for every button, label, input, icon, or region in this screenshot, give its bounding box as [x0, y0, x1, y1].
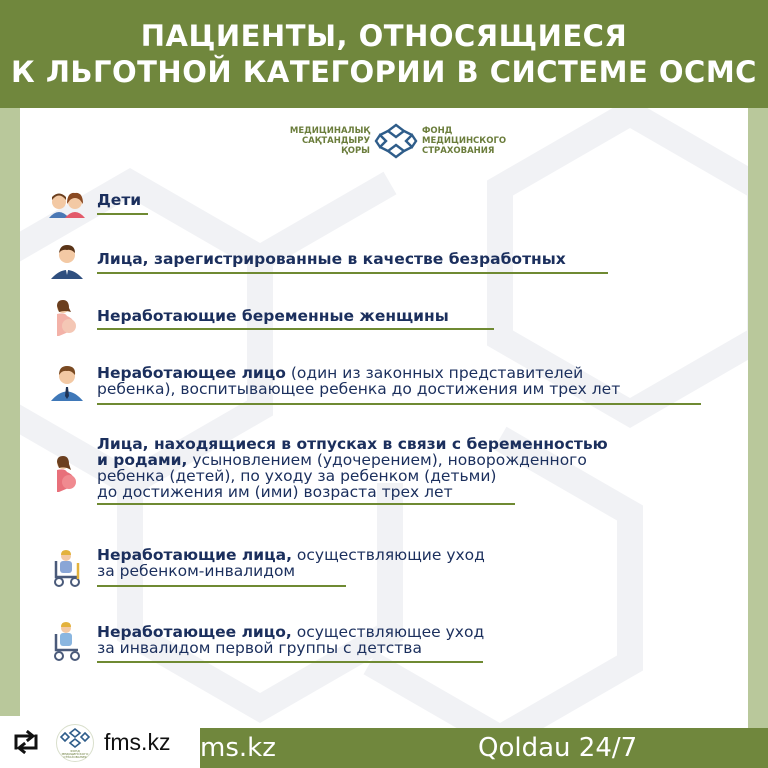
item-7-line-2-rest: за инвалидом первой группы с детства	[97, 639, 422, 657]
item-3-bold: Неработающие беременные женщины	[97, 307, 449, 325]
logo-ru-line-3: СТРАХОВАНИЯ	[422, 146, 495, 156]
item-2-bold: Лица, зарегистрированные в качестве безработных	[97, 250, 566, 268]
account-avatar[interactable]	[56, 724, 94, 762]
item-5-line-2-bold: и родами,	[97, 451, 188, 469]
item-5-line-4-rest: до достижения им (ими) возраста трех лет	[97, 483, 453, 501]
title-line-1: ПАЦИЕНТЫ, ОТНОСЯЩИЕСЯ	[140, 19, 628, 53]
item-5-line-3-rest: ребенка (детей), по уходу за ребенком (детьми)	[97, 467, 497, 485]
wheelchair-icon	[50, 622, 90, 662]
item-5-line-2-rest: усыновлением (удочерением), новорожденного	[187, 451, 587, 469]
logo-ru-line-1: ФОНД	[422, 126, 453, 136]
item-text	[97, 251, 566, 267]
item-text	[97, 308, 449, 324]
repost-icon	[12, 730, 40, 754]
item-6-line-2-rest: за ребенком-инвалидом	[97, 562, 296, 580]
logo-kz-line-1: МЕДИЦИНАЛЫҚ	[289, 126, 370, 136]
man-tie-icon	[47, 363, 87, 403]
footer-site-link[interactable]: ms.kz	[200, 733, 276, 763]
pregnant-woman-icon	[45, 454, 85, 494]
item-underline	[97, 328, 494, 330]
logo-text-russian	[422, 126, 522, 156]
frame-left	[0, 108, 20, 728]
item-6-line-1-bold: Неработающие лица,	[97, 546, 292, 564]
item-underline	[97, 403, 701, 405]
item-text	[97, 192, 141, 208]
title-line-2: К ЛЬГОТНОЙ КАТЕГОРИИ В СИСТЕМЕ ОСМС	[11, 55, 757, 89]
avatar-line-3: СТРАХОВАНИЯ	[63, 755, 87, 759]
fund-emblem-icon	[374, 121, 418, 161]
item-4-line-2-rest: ребенка), воспитывающее ребенка до достижения им трех лет	[97, 380, 621, 398]
logo-kz-line-2: САҚТАНДЫРУ	[301, 136, 370, 146]
footer-help-text: Qoldau 24/7	[478, 733, 638, 763]
fund-logo	[278, 121, 528, 161]
item-6-line-1-rest: осуществляющие уход	[291, 546, 485, 564]
item-text	[97, 624, 484, 656]
item-4-line-1-rest: (один из законных представителей	[285, 364, 584, 382]
item-underline	[97, 661, 483, 663]
avatar-line-1: ФОНД	[70, 749, 80, 753]
account-name[interactable]: fms.kz	[104, 729, 171, 755]
avatar-line-2: МЕДИЦИНСКОГО	[61, 752, 89, 756]
item-underline	[97, 503, 515, 505]
logo-text-kazakh	[278, 126, 370, 156]
fund-emblem-icon	[57, 725, 93, 761]
logo-kz-line-3: ҚОРЫ	[341, 146, 370, 156]
item-7-line-1-rest: осуществляющее уход	[291, 623, 485, 641]
item-underline	[97, 585, 346, 587]
item-underline	[97, 272, 608, 274]
item-underline	[97, 213, 148, 215]
repost-badge	[0, 716, 200, 768]
item-5-line-1-bold: Лица, находящиеся в отпусках в связи с беременностью	[97, 435, 608, 453]
header-banner	[0, 0, 768, 108]
frame-right	[748, 108, 768, 728]
pregnant-woman-icon	[45, 298, 85, 338]
logo-ru-line-2: МЕДИЦИНСКОГО	[422, 136, 507, 146]
children-icon	[47, 188, 87, 228]
content-panel	[20, 108, 748, 728]
item-1-bold: Дети	[97, 191, 142, 209]
item-text	[97, 365, 620, 397]
item-7-line-1-bold: Неработающее лицо,	[97, 623, 292, 641]
item-4-line-1-bold: Неработающее лицо	[97, 364, 286, 382]
wheelchair-child-icon	[48, 549, 88, 589]
item-text	[97, 436, 608, 500]
item-text	[97, 547, 485, 579]
man-icon	[47, 241, 87, 281]
